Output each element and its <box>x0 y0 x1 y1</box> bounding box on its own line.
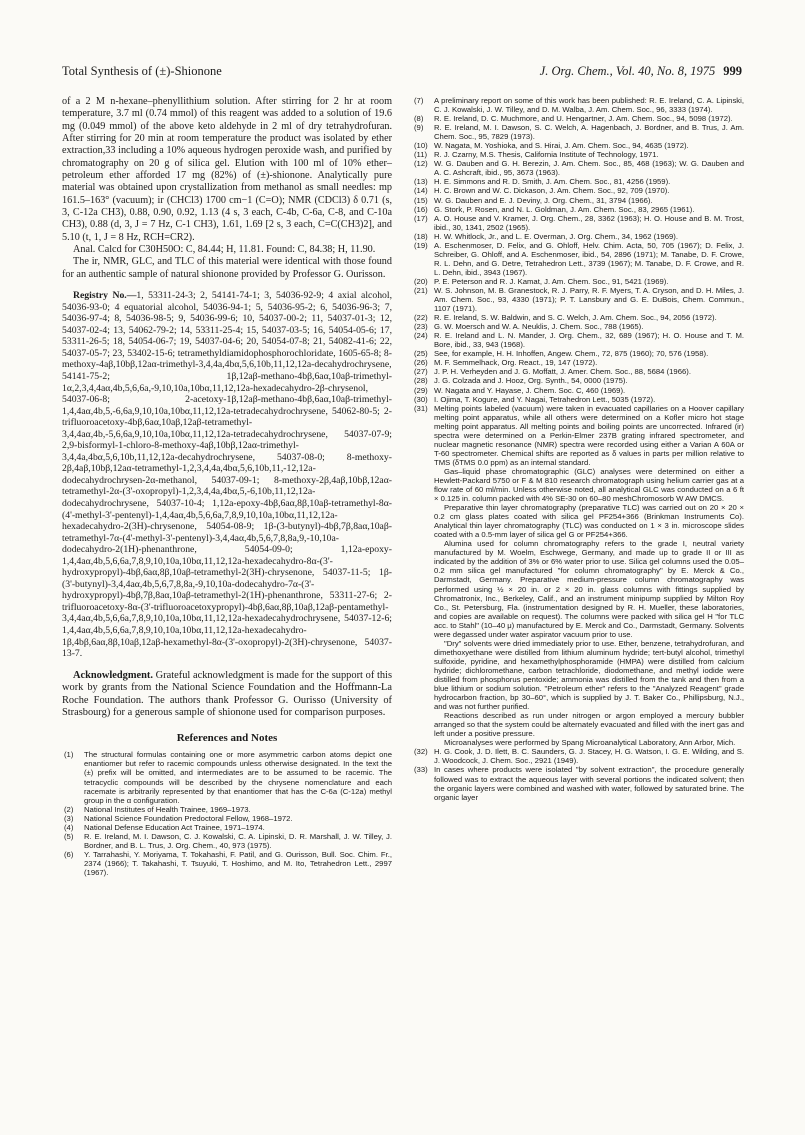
registry-label: Registry No.— <box>73 290 137 302</box>
reference-list-left <box>62 750 392 877</box>
running-title: Total Synthesis of (±)-Shionone <box>62 64 222 78</box>
references-heading: References and Notes <box>176 732 278 745</box>
acknowledgment-text: Grateful acknowledgment is made for the support of this work by grants from the National Science Foundation and the Hoffmann-La Roche Foundation. The authors thank Professor G. Ourisso (University of Strasbourg) for a generous sample of shionone used for comparison purposes. <box>62 669 392 719</box>
tlc-paragraph: Preparative thin layer chromatography (preparative TLC) was carried out on 20 × 20 × 0.2 cm glass plates coated with silica gel PF254+366 (Brinkman Instruments Co). Analytical thin layer chromatography (TLC) was conducted on 1 × 3 in. microscope slides coated with a 0.5-mm layer of silica gel G or PF254+366. <box>434 503 744 540</box>
reference-item: (25) See, for example, H. H. Inhoffen, Angew. Chem., 72, 875 (1960); 70, 576 (1958). <box>414 349 709 359</box>
reference-item: (15) W. G. Dauben and E. J. Deviny, J. Org. Chem., 31, 3794 (1966). <box>414 195 653 205</box>
reference-item: (24) R. E. Ireland and L. N. Mander, J. Org. Chem., 32, 689 (1967); H. O. House and T. M. Bore, ibid., 33, 943 (1968). <box>414 331 744 350</box>
alumina-paragraph: Alumina used for column chromatography refers to the grade I, neutral variety manufactured by M. Woelm, Eschwege, Germany, and made up to grade II or III as indicated by the addition of 3% or 6% water prior to use. Silica gel columns used the 0.05–0.2 mm silica gel manufactured "for column chromatography" by E. Merck & Co., Darmstadt, Germany. Preparative medium-pressure column chromatography was performed using ½ × 20 in. or 2 × 20 in. glass columns with fittings supplied by Chromatronix, Inc., Berkeley, Calif., and an instrument minipump supplied by Milton Roy Co., St. Petersburg, Fla. (instrumentation designed by R. H. Mueller, these laboratories, and copies are available on request). The columns were packed with silica gel H "for TLC acc. to Stahl" (10–40 μ) manufactured by E. Merck and Co., Darmstadt, Germany. Solvents were degassed under water aspirator vacuum prior to use. <box>434 539 744 639</box>
reference-item: (7) A preliminary report on some of this work has been published: R. E. Ireland, C. A. Lipinski, C. J. Kowalski, J. W. Tilley, and D. M. Walba, J. Am. Chem. Soc., 96, 3333 (1974). <box>414 96 744 115</box>
registry-text: 1, 53311-24-3; 2, 54141-74-1; 3, 54036-92-9; 4 axial alcohol, 54036-93-0; 4 equatorial alcohol, 54036-94-1; 5, 54036-95-2; 6, 54036-96-3; 7, 54036-97-4; 8, 54036-98-5; 9, 54036-99-6; 10, 54037-00-2; 11, 54037-01-3; 12, 54037-02-4; 13, 54062-79-2; 14, 53311-25-4; 15, 54037-03-5; 16, 54054-05-6; 17, 53311-26-5; 18, 54054-06-7; 19, 54037-04-6; 20, 54054-07-8; 21, 54082-41-6; 22, 54037-05-7; 23, 53402-15-6; tetramethyldiamidophosphorochloridate, 1605-65-8; 8-methoxy-4aβ,10bβ,12aα-trimethyl-3,4,4a,4bα,5,6,10b,11,12,12a-decahydrochrysene, 54141-75-2; 1β,12aβ-methano-4bβ,6aα,10aβ-trimethyl-1α,2,3,4,4aα,4b,5,6,6a,-9,10,10a,10bα,11,12,12a-hexadecahydro-2β-chrysenol, 54037-06-8; 2-acetoxy-1β,12aβ-methano-4bβ,6aα,10aβ-trimethyl-1,4,4aα,4b,5,-6,6a,9,10,10a,10bα,11,12,12a-tetradecahydrochrysene, 54062-80-5; 2-trifluoroacetoxy-4bβ,6aα,10aβ,12aβ-tetramethyl-3,4,4aα,4b,-5,6,6a,9,10,10a,10bα,11,12,12a-tetradecahydrochrysene, 54037-07-9; 2,9-bisformyl-1-chloro-8-methoxy-4aβ,10bβ,12aα-trimethyl-3,4,4a,4bα,5,6,10b,11,12,12a-decahydrochrysene, 54037-08-0; 8-methoxy-2β,4aβ,10bβ,12aα-tetramethyl-1,2,3,4,4a,4bα,5,6,10b,11,-12,12a-dodecahydrochrysen-2α-methanol, 54037-09-1; 8-methoxy-2β,4aβ,10bβ,12aα-tetramethyl-2α-(3'-oxopropyl)-1,2,3,4,4a,4bα,5,-6,10b,11,12,12a-dodecahydrochrysene, 54037-10-4; 1,12a-epoxy-4bβ,6aα,8β,10aβ-tetramethyl-8α-(4'-methyl-3'-pentenyl)-1,4,4aα,4b,5,6,6a,7,8,9,10,10a,10bα,11,12,12a-hexadecahydro-2(3H)-chrysenone, 54054-08-9; 1β-(3-butynyl)-4bβ,7β,8aα,10aβ-tetramethyl-7α-(4'-methyl-3'-pentenyl)-3,4,4aα,4b,5,6,7,8,8a,9,-10,10a-dodecahydro-2(1H)-phenanthrone, 54054-09-0; 1,12a-epoxy-1,4,4aα,4b,5,6,6a,7,8,9,10,10a,10bα,11,12,12a-hexadecahydro-8α-(3'-hydroxypropyl)-4bβ,6aα,8β,10aβ-tetramethyl-2(3H)-chrysenone, 54037-11-5; 1β-(3'-butynyl)-3,4,4aα,4b,5,6,7,8,8a,-9,10,10a-dodecahydro-7α-(3'-hydroxypropyl)-4bβ,7β,8aα,10aβ-tetramethyl-2(1H)-phenanthrone, 53311-27-6; 2-trifluoroacetoxy-8α-(3'-trifluoroacetoxypropyl)-4bβ,6aα,8β,10aβ,12aβ-pentamethyl-3,4,4aα,4b,5,6,6a,7,8,9,10,10a,10bα,11,12,12a-hexadecahydrochrysene, 54037-12-6; 1,4,4aα,4b,5,6,6a,7,8,9,10,10a,10bα,11,12,12a-hexadecahydro-1β,4bβ,6aα,8β,10aβ,12aβ-hexamethyl-8α-(3'-oxopropyl)-2(3H)-chrysenone, 54037-13-7. <box>62 290 392 660</box>
reference-item: (12) W. G. Dauben and G. H. Berezin, J. Am. Chem. Soc., 85, 468 (1963); W. G. Dauben and A. C. Ashcraft, ibid., 95, 3673 (1963). <box>414 159 744 178</box>
microanalyses-paragraph: Microanalyses were performed by Spang Microanalytical Laboratory, Ann Arbor, Mich. <box>444 738 736 748</box>
reference-item: (22) R. E. Ireland, S. W. Baldwin, and S. C. Welch, J. Am. Chem. Soc., 94, 2056 (1972). <box>414 313 717 323</box>
solvents-paragraph: "Dry" solvents were dried immediately prior to use. Ether, benzene, tetrahydrofuran, and dimethoxyethane were distilled from lithium aluminum hydride; tert-butyl alcohol, trimethyl sulfoxide, pyridine, and hexamethylphosphoramide (HMPA) were distilled from calcium hydride; dichloromethane, carbon tetrachloride, diodomethane, and methyl iodide were distilled from phosphorus pentoxide; ammonia was distilled from the tank and then from a blue lithium or sodium solution. "Petroleum ether" refers to the "Analyzed Reagent" grade hydrocarbon fraction, bp 30–60°, which is supplied by J. T. Baker Co., Phillipsburg, N.J., and was not further purified. <box>434 638 744 712</box>
analysis-paragraph: Anal. Calcd for C30H50O: C, 84.44; H, 11.81. Found: C, 84.38; H, 11.90. <box>73 244 376 256</box>
reference-item: (31) Melting points labeled (vacuum) were taken in evacuated capillaries on a Hoover capillary melting point apparatus, while all others were determined on a Kofler micro hot stage melting point apparatus. All melting points and boiling points are uncorrected. Infrared (ir) spectra were determined on a Perkin-Elmer 237B grating infrared spectrometer, and nuclear magnetic resonance (NMR) spectra were recorded using either a Varian A 60A or T-60 spectrometer. Chemical shifts are reported as δ values in parts per million relative to TMS (δTMS 0.0 ppm) as an internal standard. <box>414 403 744 467</box>
acknowledgment-paragraph <box>62 670 392 720</box>
glc-paragraph: Gas–liquid phase chromatographic (GLC) analyses were determined on either a Hewlett-Packard 5750 or F & M 810 research chromatograph using helium carrier gas at a flow rate of 60 ml/min. Unless otherwise noted, all analytical GLC was conducted on a 6 ft × 0.125 in. column packed with 4% SE-30 on 60–80 meshChromosorb W AW DMCS. <box>434 466 744 504</box>
reference-item: (32) H. G. Cook, J. D. Ilett, B. C. Saunders, G. J. Stacey, H. G. Watson, I. G. E. Wilding, and S. J. Woodcock, J. Chem. Soc., 2921 (1949). <box>414 747 744 766</box>
reference-item: (18) H. W. Whitlock, Jr., and L. E. Overman, J. Org. Chem., 34, 1962 (1969). <box>414 231 678 241</box>
reference-item: (19) A. Eschenmoser, D. Felix, and G. Ohloff, Helv. Chim. Acta, 50, 705 (1967); D. Felix, J. Schreiber, G. Ohloff, and A. Eschenmoser, ibid., 54, 2896 (1971); M. Tanabe, D. F. Crowe, R. L. Dehn, and G. Detre, Tetrahedron Lett., 3739 (1967); M. Tanabe, D. F. Crowe, and R. L. Dehn, ibid., 3943 (1967). <box>414 240 744 277</box>
comparison-paragraph: The ir, NMR, GLC, and TLC of this material were identical with those found for an authentic sample of natural shionone provided by Professor G. Ourisson. <box>62 256 392 280</box>
reference-item: (28) J. G. Colzada and J. Hooz, Org. Synth., 54, 0000 (1975). <box>414 376 628 386</box>
reference-item: (9) R. E. Ireland, M. I. Dawson, S. C. Welch, A. Hagenbach, J. Bordner, and B. Trus, J. Am. Chem. Soc., 95, 7829 (1973). <box>414 123 744 142</box>
journal-citation <box>540 64 742 80</box>
reference-item: (33) In cases where products were isolated "by solvent extraction", the procedure generally followed was to extract the aqueous layer with several portions the indicated solvent; then the organic layers were combined and washed with water, followed by saturated brine. The organic layer <box>414 765 744 802</box>
reference-item: (13) H. E. Simmons and R. D. Smith, J. Am. Chem. Soc., 81, 4256 (1959). <box>414 177 671 187</box>
reference-item: (26) M. F. Semmelhack, Org. React., 19, 147 (1972). <box>414 358 598 368</box>
reference-item: (30) I. Ojima, T. Kogure, and Y. Nagai, Tetrahedron Lett., 5035 (1972). <box>414 394 656 404</box>
reference-item: (4) National Defense Education Act Trainee, 1971–1974. <box>64 822 265 832</box>
reference-item: (17) A. O. House and V. Kramer, J. Org. Chem., 28, 3362 (1963); H. O. House and B. M. Trost, ibid., 30, 1341, 2502 (1965). <box>414 213 744 232</box>
right-column <box>412 96 744 802</box>
page-header <box>62 64 742 80</box>
reference-item: (14) H. C. Brown and W. C. Dickason, J. Am. Chem. Soc., 92, 709 (1970). <box>414 186 670 196</box>
reference-item: (10) W. Nagata, M. Yoshioka, and S. Hirai, J. Am. Chem. Soc., 94, 4635 (1972). <box>414 141 689 151</box>
page-number: 999 <box>723 64 742 78</box>
reference-item: (11) R. J. Czarny, M.S. Thesis, California Institute of Technology, 1971. <box>414 150 659 160</box>
left-column <box>62 96 392 877</box>
journal-name: J. Org. Chem., Vol. 40, No. 8, 1975 <box>539 64 716 78</box>
reference-item: (29) W. Nagata and Y. Hayase, J. Chem. Soc. C, 460 (1969). <box>414 385 626 395</box>
inert-gas-paragraph: Reactions described as run under nitrogen or argon employed a mercury bubbler arranged so that the system could be alternately evacuated and filled with the inert gas and left under a positive pressure. <box>434 711 744 739</box>
reference-list-right-end <box>412 747 744 801</box>
reference-item: (3) National Science Foundation Predoctoral Fellow, 1968–1972. <box>64 813 293 823</box>
reference-item: (1) The structural formulas containing one or more asymmetric carbon atoms depict one enantiomer but refer to racemic compounds unless otherwise designated. In the text the (±) prefix will be omitted, and intermediates are to be assumed to be racemic. The tetracyclic compounds will be described by the chrysene nomenclature and each racemate is arbitrarily represented by that enantiomer that has the C-6a (C-12a) methyl group in the α configuration. <box>64 750 392 805</box>
reference-item: (16) G. Stork, P. Rosen, and N. L. Goldman, J. Am. Chem. Soc., 83, 2965 (1961). <box>414 204 695 214</box>
reference-item: (27) J. P. H. Verheyden and J. G. Moffatt, J. Amer. Chem. Soc., 88, 5684 (1966). <box>414 367 691 377</box>
reference-item: (20) P. E. Peterson and R. J. Kamat, J. Am. Chem. Soc., 91, 5421 (1969). <box>414 276 669 286</box>
reference-item: (5) R. E. Ireland, M. I. Dawson, C. J. Kowalski, C. A. Lipinski, D. R. Marshall, J. W. Tilley, J. Bordner, and B. L. Trus, J. Org. Chem., 40, 973 (1975). <box>64 831 392 850</box>
reference-item: (23) G. W. Moersch and W. A. Neuklis, J. Chem. Soc., 788 (1965). <box>414 322 644 332</box>
reference-item: (8) R. E. Ireland, D. C. Muchmore, and U. Hengartner, J. Am. Chem. Soc., 94, 5098 (1972). <box>414 114 733 124</box>
experimental-paragraph: of a 2 M n-hexane–phenyllithium solution. After stirring for 2 hr at room temperature, 3.7 ml (0.74 mmol) of this reagent was added to a solution of 19.6 mg (0.049 mmol) of the above keto aldehyde in 2 ml of dry tetrahydrofuran. After stirring for 20 min at room temperature the product was isolated by ether extraction,33 including a 10% aqueous hydrogen peroxide wash, and purified by chromatography on 20 g of silica gel. Elution with 100 ml of 10% ether–petroleum ether afforded 17 mg (82%) of (±)-shionone. Analytically pure material was obtained upon crystallization from methanol as small needles: mp 161.5–163° (vacuum); ir (CHCl3) 1700 cm−1 (C=O); NMR (CDCl3) δ 0.71 (s, 3, C-12a CH3), 0.88, 0.90, 0.92, 1.13 (4 s, 3 each, C-4b, C-6a, C-8, and C-10a CH3), 0.88 (d, 3, J = 7 Hz, C-1 CH3), 1.61, 1.69 [2 s, 3 each, C=C(CH3)2], and 5.10 (t, 1, J = 8 Hz, RCH=CR2). <box>62 96 392 243</box>
acknowledgment-label: Acknowledgment. <box>73 669 153 681</box>
reference-item: (6) Y. Tarrahashi, Y. Moriyama, T. Tokahashi, F. Patil, and G. Ourisson, Bull. Soc. Chim. Fr., 2374 (1966); T. Takahashi, T. Tsuyuki, T. Hoshimo, and M. Ito, Tetrahedron Lett., 2997 (1967). <box>64 849 392 877</box>
reference-list-right <box>412 96 744 467</box>
reference-item: (21) W. S. Johnson, M. B. Granestock, R. J. Parry, R. F. Myers, T. A. Cryson, and D. H. Miles, J. Am. Chem. Soc., 93, 4330 (1971); P. T. Lansbury and G. E. DuBois, Chem. Commun., 1107 (1971). <box>414 285 744 314</box>
reference-item: (2) National Institutes of Health Trainee, 1969–1973. <box>64 804 251 814</box>
registry-paragraph <box>62 290 392 660</box>
